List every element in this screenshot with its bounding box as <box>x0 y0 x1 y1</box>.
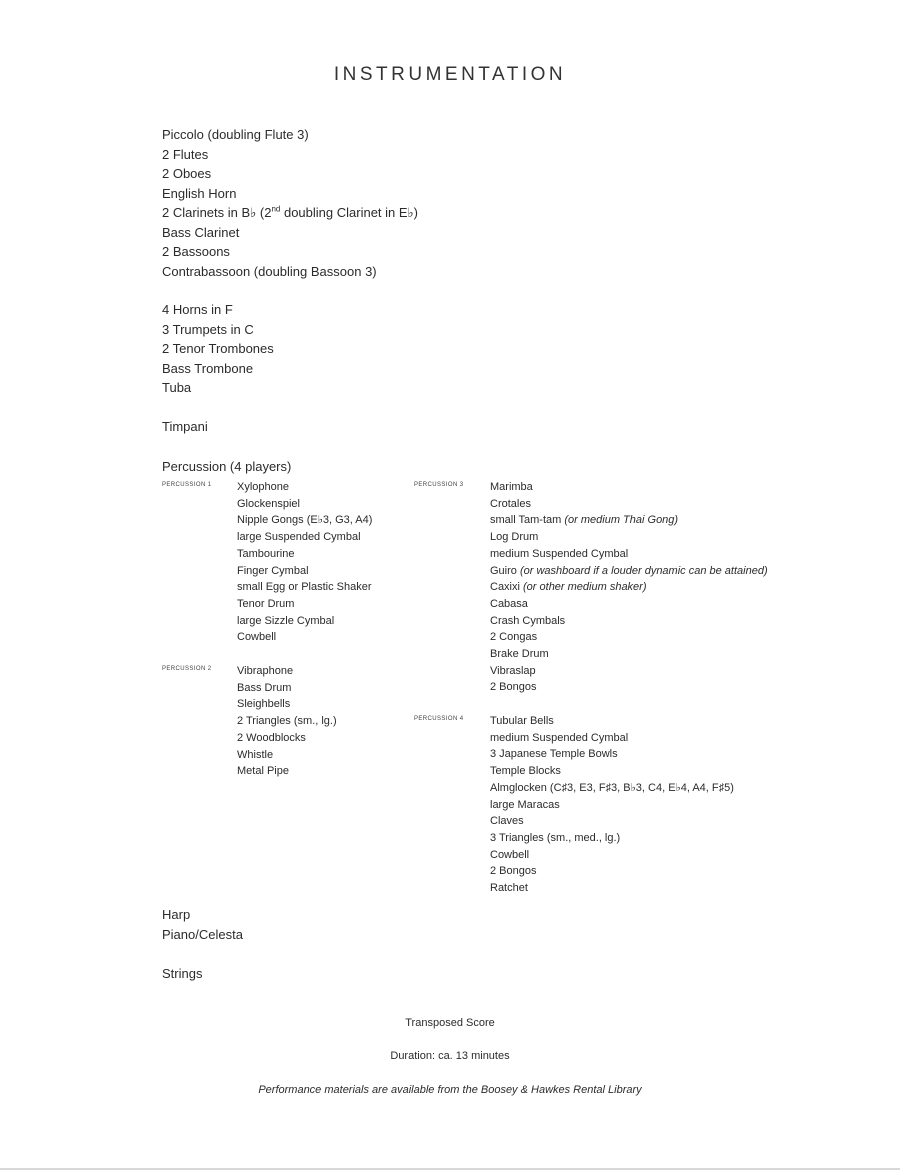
percussion-item: Glockenspiel <box>237 497 300 510</box>
percussion-item: Vibraphone <box>237 665 294 677</box>
percussion-item-note: (or medium Thai Gong) <box>564 514 679 527</box>
timpani-heading: Timpani <box>162 419 208 434</box>
percussion-item <box>490 512 768 529</box>
percussion-label: PERCUSSION 3 <box>414 482 464 488</box>
percussion-item: Whistle <box>237 748 274 761</box>
brass-list <box>162 300 274 398</box>
percussion-1-items <box>237 479 372 646</box>
percussion-item: Metal Pipe <box>237 765 289 778</box>
clarinets-superscript: nd <box>271 204 281 214</box>
instrument-item: Bass Trombone <box>162 360 254 376</box>
instrument-item: Piccolo (doubling Flute 3) <box>162 127 309 142</box>
percussion-item: Cowbell <box>237 631 277 644</box>
woodwinds-list <box>162 125 418 281</box>
percussion-item: large Sizzle Cymbal <box>237 614 335 627</box>
percussion-item: Ratchet <box>490 882 528 895</box>
percussion-item: Cowbell <box>490 848 530 861</box>
percussion-item: Vibraslap <box>490 664 536 677</box>
transposed-score-note: Transposed Score <box>405 1017 495 1029</box>
percussion-item: Marimba <box>490 481 533 493</box>
instrument-item: 3 Trumpets in C <box>162 321 254 337</box>
percussion-item: medium Suspended Cymbal <box>490 731 629 744</box>
percussion-item: Nipple Gongs (E♭3, G3, A4) <box>237 514 373 527</box>
instrument-item: Harp <box>162 907 191 922</box>
percussion-item-name: Caxixi <box>490 581 524 594</box>
page-title: INSTRUMENTATION <box>333 64 567 85</box>
clarinets-prefix: 2 Clarinets in B♭ (2 <box>162 205 272 220</box>
instrument-item: 2 Bassoons <box>162 244 230 259</box>
percussion-item <box>490 563 768 580</box>
percussion-item: Tambourine <box>237 547 295 560</box>
percussion-item-name: small Tam-tam <box>490 514 565 527</box>
percussion-item: medium Suspended Cymbal <box>490 547 629 560</box>
percussion-item: Claves <box>490 815 524 828</box>
percussion-item: Almglocken (C♯3, E3, F♯3, B♭3, C4, E♭4, A4, F♯5) <box>490 781 734 794</box>
percussion-item: Tenor Drum <box>237 597 295 610</box>
percussion-item: 2 Congas <box>490 631 538 644</box>
instrument-item: Piano/Celesta <box>162 926 243 942</box>
percussion-3-items <box>490 479 768 696</box>
instrument-item: 4 Horns in F <box>162 302 233 317</box>
percussion-item <box>490 579 768 596</box>
percussion-item: Log Drum <box>490 531 539 544</box>
strings-heading: Strings <box>162 966 203 981</box>
percussion-item: 2 Triangles (sm., lg.) <box>237 715 337 728</box>
duration-note: Duration: ca. 13 minutes <box>390 1050 510 1062</box>
instrument-item: 2 Flutes <box>162 146 209 162</box>
percussion-item: Brake Drum <box>490 648 549 661</box>
percussion-item: small Egg or Plastic Shaker <box>237 581 372 594</box>
percussion-item: 2 Bongos <box>490 865 537 878</box>
percussion-item: Finger Cymbal <box>237 564 309 577</box>
percussion-item: Sleighbells <box>237 698 291 711</box>
percussion-item: 2 Bongos <box>490 681 537 694</box>
instrument-item: 2 Tenor Trombones <box>162 341 274 356</box>
instrument-item: Contrabassoon (doubling Bassoon 3) <box>162 263 377 279</box>
percussion-item: 2 Woodblocks <box>237 731 306 744</box>
clarinets-suffix: doubling Clarinet in E♭) <box>280 205 419 220</box>
percussion-item: Crotales <box>490 497 531 510</box>
instrument-item: Bass Clarinet <box>162 224 240 240</box>
percussion-item: large Maracas <box>490 798 560 811</box>
percussion-4-items <box>490 713 734 897</box>
percussion-label: PERCUSSION 4 <box>414 716 464 722</box>
percussion-item: large Suspended Cymbal <box>237 531 361 544</box>
instrument-item-clarinets <box>162 203 418 223</box>
percussion-heading: Percussion (4 players) <box>162 459 292 474</box>
percussion-label: PERCUSSION 2 <box>162 666 212 672</box>
instrument-item: English Horn <box>162 185 237 201</box>
percussion-item-name: Guiro <box>490 564 520 577</box>
percussion-item: Cabasa <box>490 597 528 610</box>
percussion-item: Tubular Bells <box>490 715 554 727</box>
percussion-2-items <box>237 663 337 780</box>
instrument-item: Tuba <box>162 380 192 395</box>
percussion-item: 3 Japanese Temple Bowls <box>490 748 618 761</box>
instrument-item: 2 Oboes <box>162 166 212 181</box>
keyboards-list <box>162 905 243 944</box>
percussion-label: PERCUSSION 1 <box>162 482 212 488</box>
percussion-item-note: (or washboard if a louder dynamic can be attained) <box>519 564 768 577</box>
rental-library-note: Performance materials are available from the Boosey & Hawkes Rental Library <box>258 1084 642 1096</box>
percussion-item-note: (or other medium shaker) <box>523 581 647 594</box>
percussion-item: Bass Drum <box>237 681 292 694</box>
percussion-item: Crash Cymbals <box>490 614 566 627</box>
percussion-item: 3 Triangles (sm., med., lg.) <box>490 831 621 844</box>
percussion-item: Xylophone <box>237 481 289 493</box>
percussion-item: Temple Blocks <box>490 765 561 778</box>
